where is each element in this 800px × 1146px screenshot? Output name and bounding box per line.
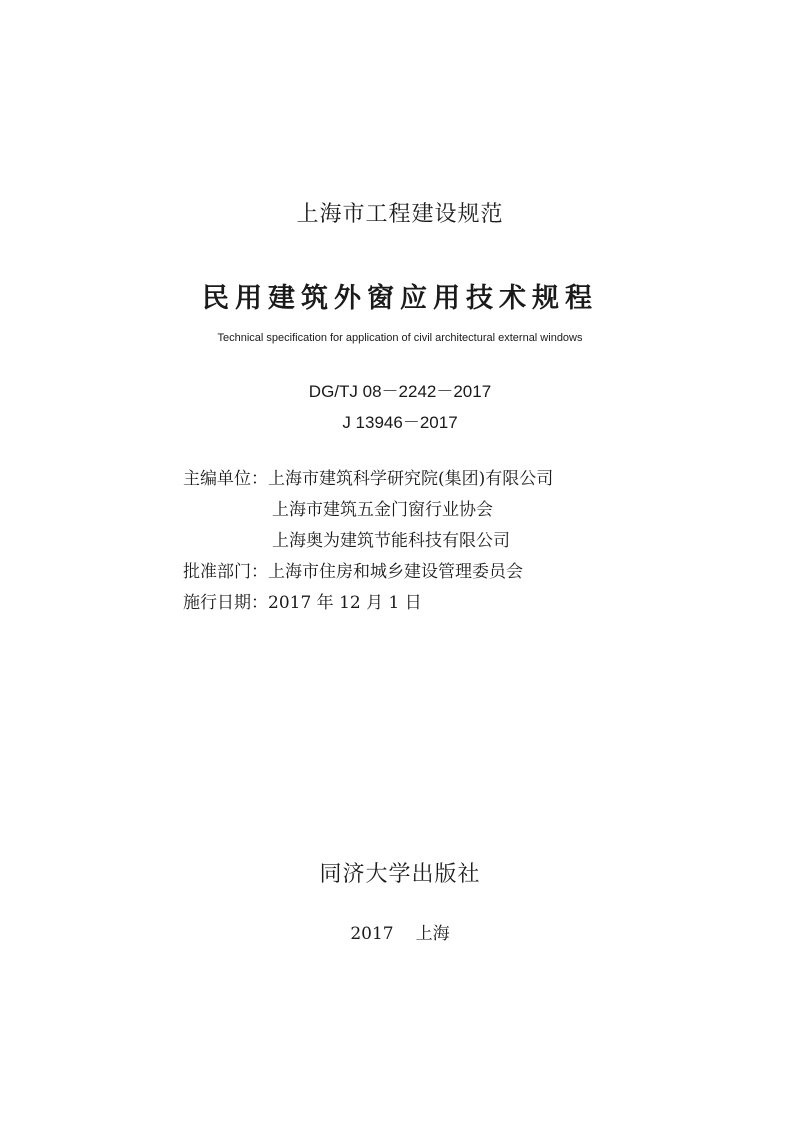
publisher: 同济大学出版社 — [319, 862, 481, 887]
chief-editor-label: 主编单位： — [183, 469, 268, 489]
chief-editor-unit: 上海奥为建筑节能科技有限公司 — [272, 531, 510, 551]
approval-row — [183, 562, 523, 582]
approval-label: 批准部门： — [183, 562, 268, 582]
imprint-year: 2017 — [350, 924, 394, 944]
approval-department: 上海市住房和城乡建设管理委员会 — [268, 562, 523, 582]
effective-date-label: 施行日期： — [183, 593, 268, 613]
effective-date-row — [183, 593, 422, 613]
standard-code: DG/TJ 08－2242－2017 — [308, 382, 492, 401]
effective-date: 2017 年 12 月 1 日 — [268, 593, 422, 613]
chief-editor-unit: 上海市建筑科学研究院(集团)有限公司 — [268, 469, 554, 489]
chief-editor-row-1 — [183, 469, 553, 489]
english-title: Technical specification for application of civil architectural external windows — [217, 332, 583, 344]
chief-editor-row-3 — [272, 531, 510, 551]
chief-editor-row-2 — [272, 500, 493, 520]
record-code: J 13946－2017 — [342, 413, 458, 432]
document-title: 民用建筑外窗应用技术规程 — [202, 283, 598, 314]
chief-editor-unit: 上海市建筑五金门窗行业协会 — [272, 500, 493, 520]
imprint — [0, 919, 800, 944]
standard-series: 上海市工程建设规范 — [296, 202, 504, 227]
imprint-city: 上海 — [415, 924, 450, 944]
